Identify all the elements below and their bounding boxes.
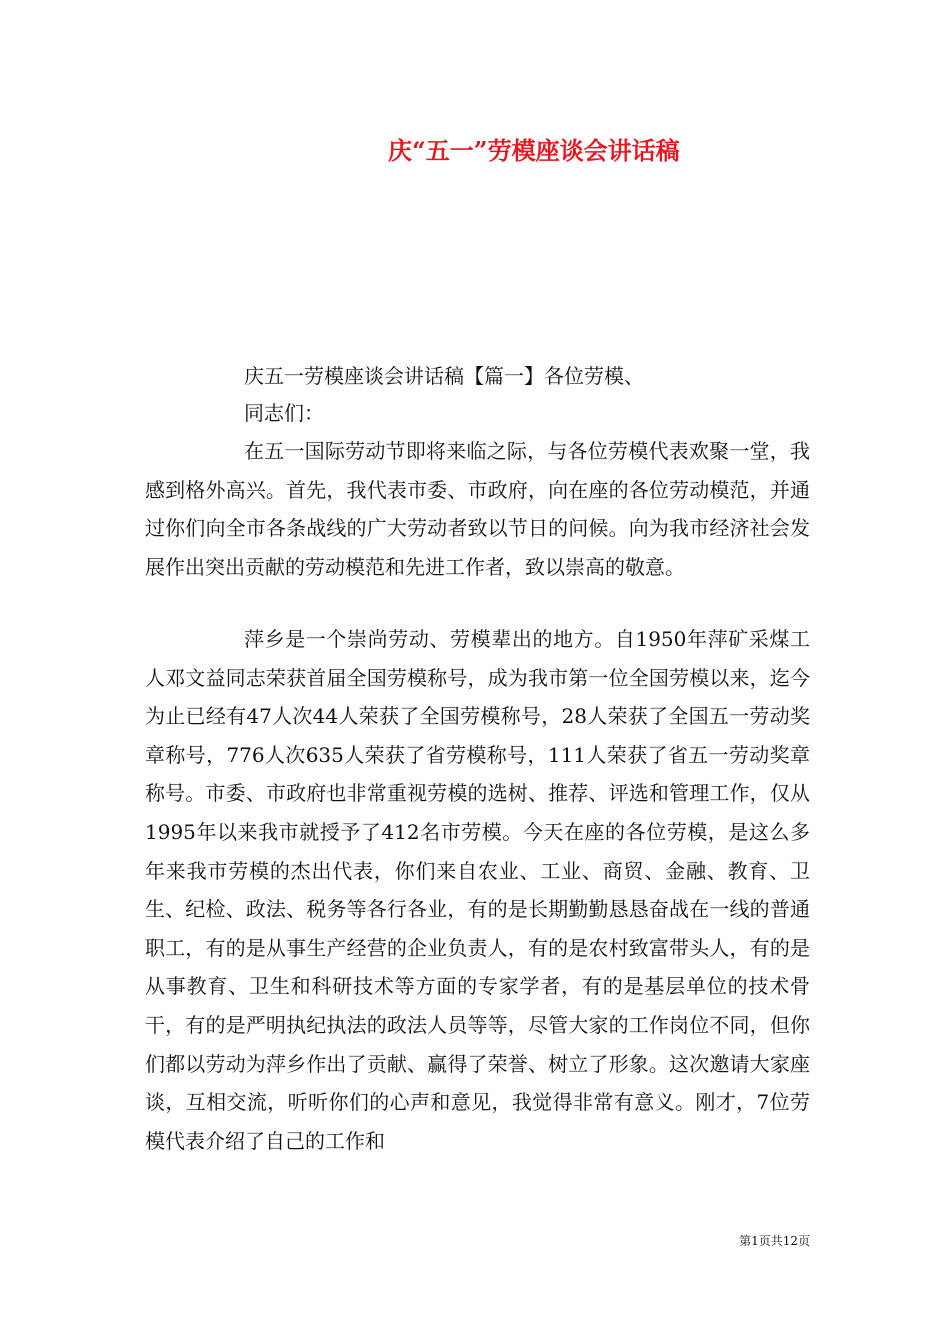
document-title: 庆“五一”劳模座谈会讲话稿 xyxy=(388,136,680,165)
body-paragraph-1: 在五一国际劳动节即将来临之际，与各位劳模代表欢聚一堂，我感到格外高兴。首先，我代表市委、市政府，向在座的各位劳动模范，并通过你们向全市各条战线的广大劳动者致以节日的问候。向为我市经济社会发展作出突出贡献的劳动模范和先进工作者，致以崇高的敬意。 xyxy=(145,439,810,579)
body-paragraph-2: 萍乡是一个崇尚劳动、劳模辈出的地方。自1950年萍矿采煤工人邓文益同志荣获首届全国劳模称号，成为我市第一位全国劳模以来，迄今为止已经有47人次44人荣获了全国劳模称号，28人荣获了全国五一劳动奖章称号，776人次635人荣获了省劳模称号，111人荣获了省五一劳动奖章称号。市委、市政府也非常重视劳模的选树、推荐、评选和管理工作，仅从1995年以来我市就授予了412名市劳模。今天在座的各位劳模，是这么多年来我市劳模的杰出代表，你们来自农业、工业、商贸、金融、教育、卫生、纪检、政法、税务等各行各业，有的是长期勤勤恳恳奋战在一线的普通职工，有的是从事生产经营的企业负责人，有的是农村致富带头人，有的是从事教育、卫生和科研技术等方面的专家学者，有的是基层单位的技术骨干，有的是严明执纪执法的政法人员等等，尽管大家的工作岗位不同，但你们都以劳动为萍乡作出了贡献、赢得了荣誉、树立了形象。这次邀请大家座谈，互相交流，听听你们的心声和意见，我觉得非常有意义。刚才，7位劳模代表介绍了自己的工作和 xyxy=(145,627,810,1153)
salutation: 同志们： xyxy=(244,401,324,425)
intro-line: 庆五一劳模座谈会讲话稿【篇一】各位劳模、 xyxy=(244,364,644,388)
page-footer: 第1页共12页 xyxy=(739,1234,810,1248)
